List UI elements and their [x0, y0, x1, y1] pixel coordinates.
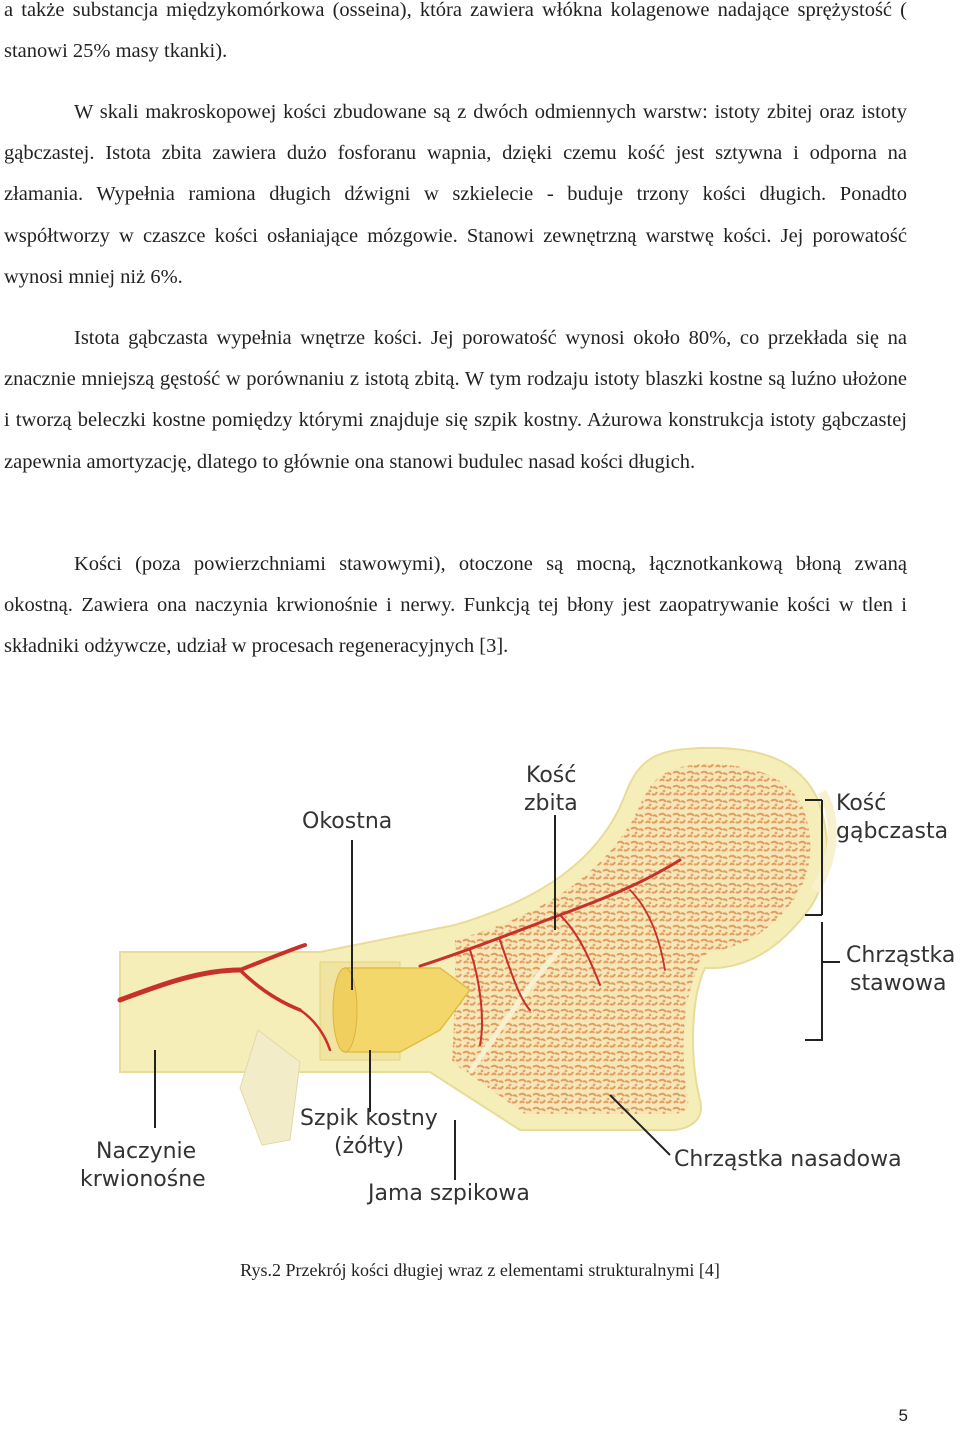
label-okostna: Okostna: [302, 809, 393, 834]
paragraph-intro: a także substancja międzykomórkowa (osseina), która zawiera włókna kolagenowe nadające sprężystość ( stanowi 25% masy tkanki).: [4, 0, 907, 63]
label-chrzastka-stawowa-1: Chrząstka: [846, 943, 956, 968]
label-kosc-zbita-2: zbita: [524, 791, 578, 816]
label-szpik-2: (żółty): [334, 1134, 405, 1159]
label-szpik-1: Szpik kostny: [300, 1106, 438, 1131]
label-naczynie-2: krwionośne: [80, 1167, 206, 1192]
page-number: 5: [898, 1406, 908, 1425]
figure-caption: Rys.2 Przekrój kości długiej wraz z elementami strukturalnymi [4]: [240, 1260, 720, 1280]
label-chrzastka-stawowa-2: stawowa: [850, 971, 947, 996]
label-kosc-gabczasta-1: Kość: [836, 791, 887, 816]
label-kosc-gabczasta-2: gąbczasta: [836, 819, 949, 844]
label-naczynie-1: Naczynie: [96, 1139, 197, 1164]
paragraph-spongy-bone: Istota gąbczasta wypełnia wnętrze kości. Jej porowatość wynosi około 80%, co przekłada się na znacznie mniejszą gęstość w porównaniu z istotą zbitą. W tym rodzaju istoty blaszki kostne są luźno ułożone i tworzą beleczki kostne pomiędzy którymi znajduje się szpik kostny. Ażurowa konstrukcja istoty gąbczastej zapewnia amortyzację, dlatego to głównie ona stanowi budulec nasad kości długich.: [4, 327, 907, 473]
label-chrzastka-nasadowa: Chrząstka nasadowa: [674, 1147, 902, 1172]
paragraph-periosteum: Kości (poza powierzchniami stawowymi), otoczone są mocną, łącznotkankową błoną zwaną okostną. Zawiera ona naczynia krwionośnie i nerwy. Funkcją tej błony jest zaopatrywanie kości w tlen i składniki odżywcze, udział w procesach regeneracyjnych [3].: [4, 553, 907, 658]
label-jama-szpikowa: Jama szpikowa: [368, 1181, 530, 1206]
label-kosc-zbita-1: Kość: [526, 763, 577, 788]
paragraph-compact-bone: W skali makroskopowej kości zbudowane są z dwóch odmiennych warstw: istoty zbitej oraz istoty gąbczastej. Istota zbita zawiera dużo fosforanu wapnia, dzięki czemu kość jest sztywna i odporna na złamania. Wypełnia ramiona długich dźwigni w szkielecie - buduje trzony kości długich. Ponadto współtworzy w czaszce kości osłaniające mózgowie. Stanowi zewnętrzną warstwę kości. Jej porowatość wynosi mniej niż 6%.: [4, 101, 907, 288]
bone-cross-section-figure: [0, 700, 960, 1240]
